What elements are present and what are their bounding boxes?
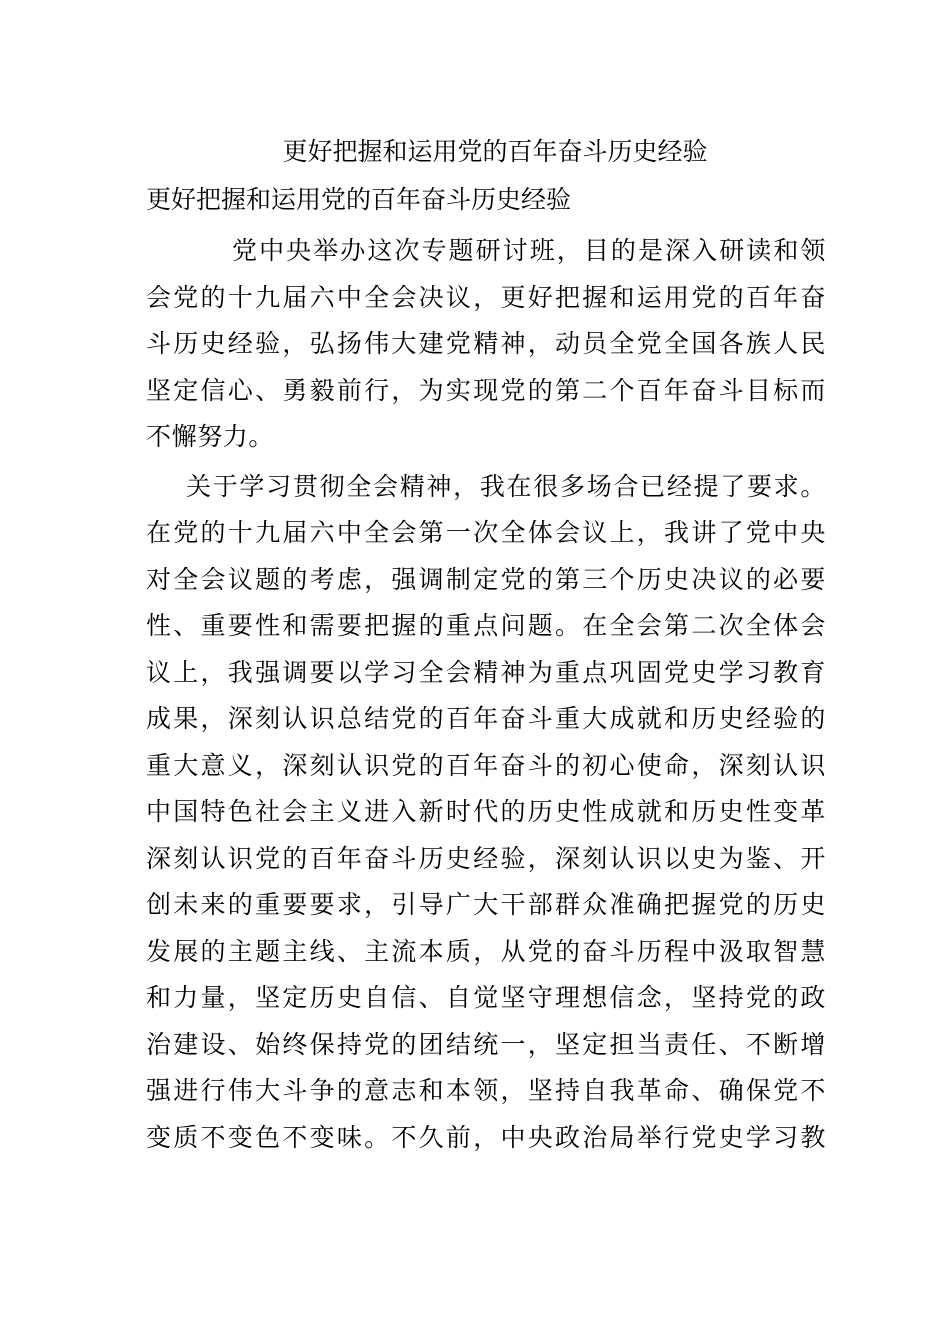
paragraph-2-line: 深刻认识党的百年奋斗历史经验，深刻认识以史为鉴、开 — [146, 843, 826, 873]
paragraph-2-line: 强进行伟大斗争的意志和本领，坚持自我革命、确保党不 — [146, 1076, 826, 1105]
paragraph-2-line: 成果，深刻认识总结党的百年奋斗重大成就和历史经验的 — [146, 704, 826, 733]
document-subtitle: 更好把握和运用党的百年奋斗历史经验 — [146, 185, 572, 214]
paragraph-2-line: 对全会议题的考虑，强调制定党的第三个历史决议的必要 — [146, 564, 826, 594]
paragraph-2-line: 议上，我强调要以学习全会精神为重点巩固党史学习教育 — [146, 657, 826, 687]
document-title: 更好把握和运用党的百年奋斗历史经验 — [282, 137, 708, 166]
paragraph-1-line: 坚定信心、勇毅前行，为实现党的第二个百年奋斗目标而 — [146, 375, 826, 405]
paragraph-1-line: 不懈努力。 — [146, 422, 275, 451]
paragraph-2-line: 重大意义，深刻认识党的百年奋斗的初心使命，深刻认识 — [146, 750, 826, 780]
paragraph-2-line: 在党的十九届六中全会第一次全体会议上，我讲了党中央 — [146, 518, 826, 547]
paragraph-2-line: 性、重要性和需要把握的重点问题。在全会第二次全体会 — [146, 611, 826, 640]
document-body — [146, 228, 826, 1161]
paragraph-2-line: 关于学习贯彻全会精神，我在很多场合已经提了要求。 — [186, 471, 826, 501]
paragraph-1-line: 会党的十九届六中全会决议，更好把握和运用党的百年奋 — [146, 282, 826, 312]
paragraph-2-line: 中国特色社会主义进入新时代的历史性成就和历史性变革 — [146, 797, 826, 826]
paragraph-2-line: 治建设、始终保持党的团结统一，坚定担当责任、不断增 — [146, 1029, 826, 1059]
paragraph-2-line: 变质不变色不变味。不久前，中央政治局举行党史学习教 — [146, 1122, 826, 1152]
paragraph-1-line: 斗历史经验，弘扬伟大建党精神，动员全党全国各族人民 — [146, 329, 826, 358]
paragraph-1-line: 党中央举办这次专题研讨班，目的是深入研读和领 — [232, 236, 826, 265]
paragraph-2-line: 创未来的重要要求，引导广大干部群众准确把握党的历史 — [146, 890, 826, 919]
paragraph-2-line: 发展的主题主线、主流本质，从党的奋斗历程中汲取智慧 — [146, 936, 826, 966]
paragraph-2-line: 和力量，坚定历史自信、自觉坚守理想信念，坚持党的政 — [146, 983, 826, 1012]
